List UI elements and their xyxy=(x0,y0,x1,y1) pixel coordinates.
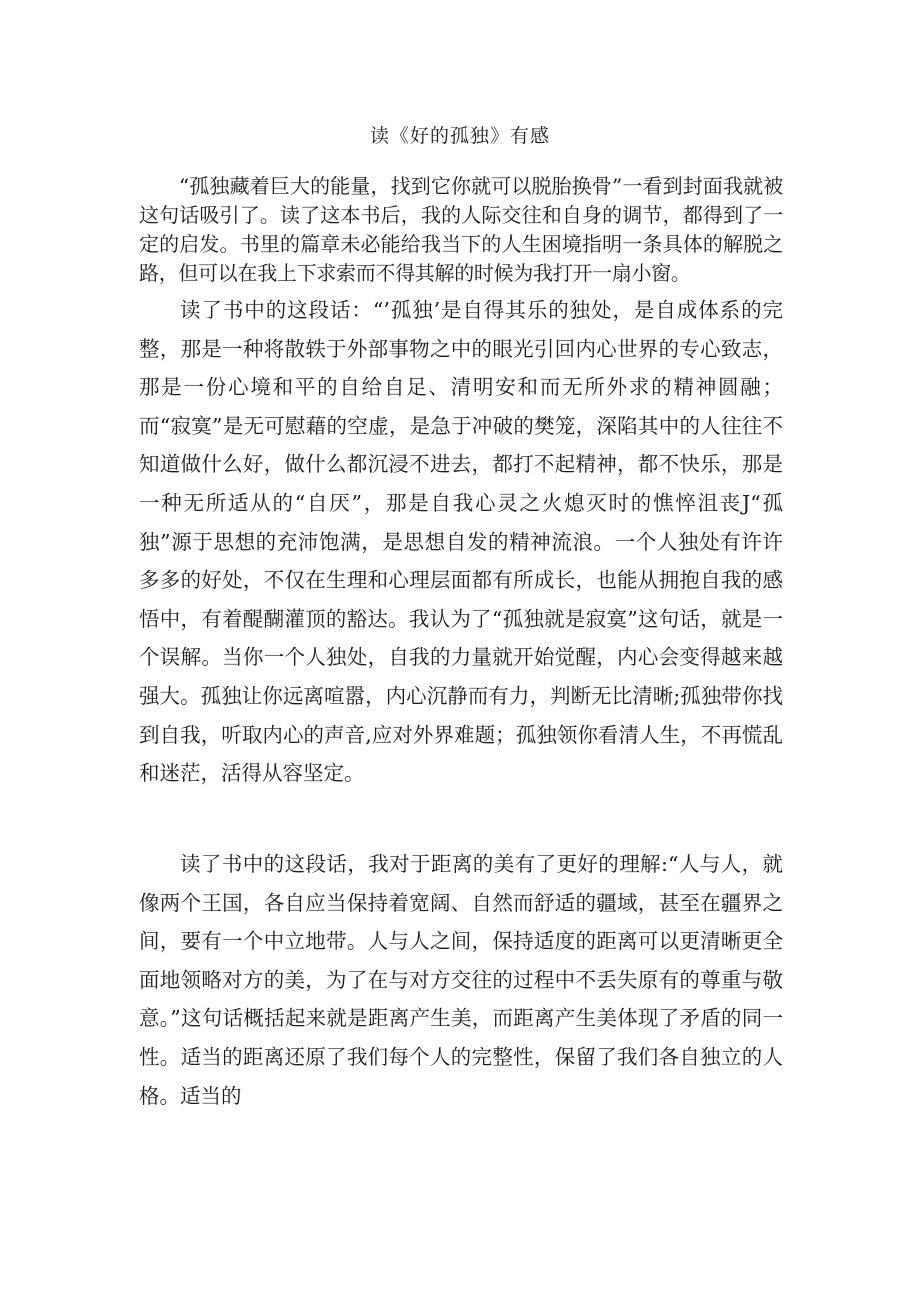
paragraph-2: 读了书中的这段话：“’孤独’是自得其乐的独处，是自成体系的完整，那是一种将散轶于外部事物之中的眼光引回内心世界的专心致志，那是一份心境和平的自给自足、清明安和而无所外求的精神圆融；而“寂寞”是无可慰藉的空虚，是急于冲破的樊笼，深陷其中的人往往不知道做什么好，做什么都沉浸不进去，都打不起精神，都不快乐，那是一种无所适从的“自厌”，那是自我心灵之火熄灭时的憔悴沮丧J“孤独”源于思想的充沛饱满，是思想自发的精神流浪。一个人独处有许许多多的好处，不仅在生理和心理层面都有所成长，也能从拥抱自我的感悟中，有着醍醐灌顶的豁达。我认为了“孤独就是寂寞”这句话，就是一个误解。当你一个人独处，自我的力量就开始觉醒，内心会变得越来越强大。孤独让你远离喧嚣，内心沉静而有力，判断无比清晰;孤独带你找到自我，听取内心的声音,应对外界难题；孤独领你看清人生，不再慌乱和迷茫，活得从容坚定。 xyxy=(139,298,783,786)
paragraph-1: “孤独藏着巨大的能量，找到它你就可以脱胎换骨”一看到封面我就被这句话吸引了。读了这本书后，我的人际交往和自身的调节，都得到了一定的启发。书里的篇章未必能给我当下的人生困境指明一条具体的解脱之路，但可以在我上下求索而不得其解的时候为我打开一扇小窗。 xyxy=(139,174,783,285)
paragraph-3: 读了书中的这段话，我对于距离的美有了更好的理解:“人与人，就像两个王国，各自应当保持着宽阔、自然而舒适的疆域，甚至在疆界之间，要有一个中立地带。人与人之间，保持适度的距离可以更清晰更全面地领略对方的美，为了在与对方交往的过程中不丢失原有的尊重与敬意。”这句话概括起来就是距离产生美，而距离产生美体现了矛盾的同一性。适当的距离还原了我们每个人的完整性，保留了我们各自独立的人格。适当的 xyxy=(139,852,783,1108)
document-title: 读《好的孤独》有感 xyxy=(369,125,550,147)
